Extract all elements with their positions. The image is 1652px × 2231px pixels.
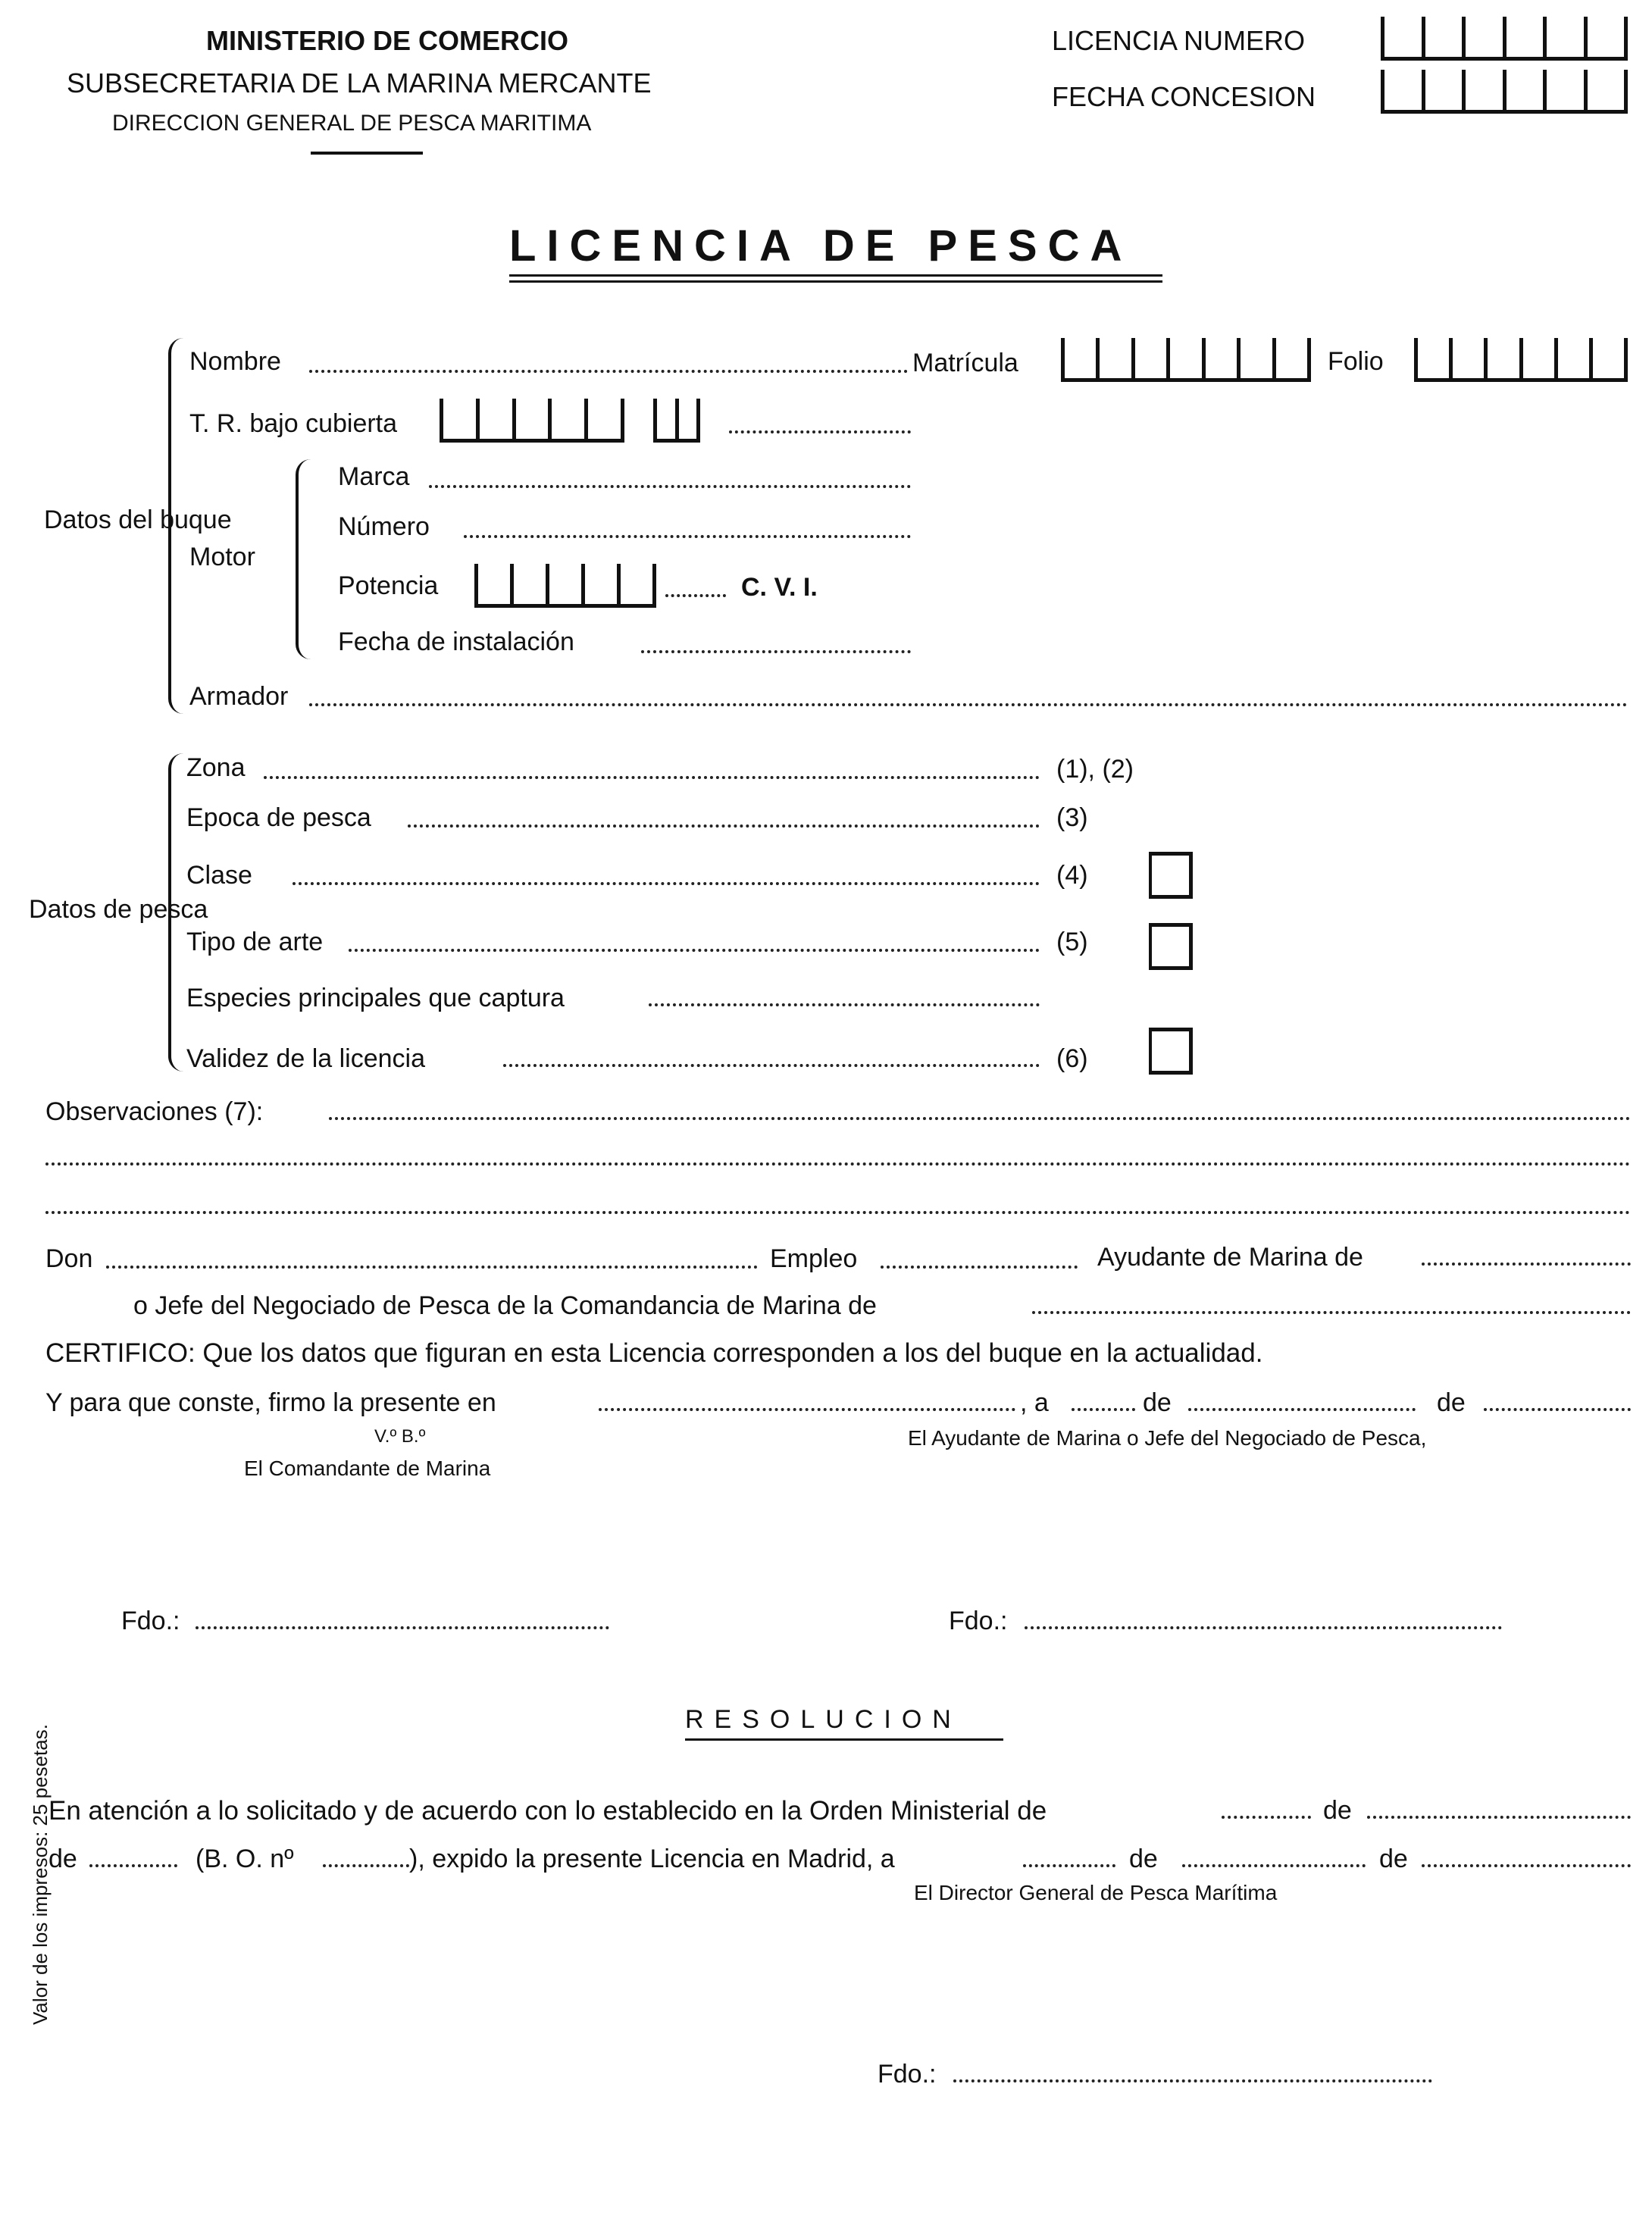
power-label: Potencia — [338, 571, 439, 600]
season-ref: (3) — [1056, 803, 1088, 832]
gear-field[interactable] — [349, 949, 1040, 952]
don-field[interactable] — [106, 1266, 758, 1269]
install-date-label: Fecha de instalación — [338, 627, 574, 656]
sign-month-field[interactable] — [1188, 1408, 1416, 1411]
resolution-line1-de: de — [1323, 1796, 1352, 1825]
fdo-director-label: Fdo.: — [878, 2060, 937, 2089]
order-day-field[interactable] — [1222, 1816, 1311, 1819]
fdo-right-field[interactable] — [1025, 1626, 1502, 1629]
resolution-line2-de2: de — [1129, 1845, 1158, 1873]
issue-month-field[interactable] — [1182, 1864, 1366, 1867]
power-field[interactable] — [665, 594, 726, 597]
sign-year-field[interactable] — [1484, 1408, 1631, 1411]
sign-de-1: de — [1143, 1388, 1172, 1417]
observations-line-3[interactable] — [45, 1211, 1631, 1214]
chief-field[interactable] — [1032, 1311, 1631, 1314]
order-year-field[interactable] — [89, 1864, 177, 1867]
grant-date-boxes[interactable] — [1381, 70, 1628, 114]
commander-label: El Comandante de Marina — [244, 1457, 491, 1480]
bo-number-field[interactable] — [323, 1864, 409, 1867]
power-unit: C. V. I. — [741, 573, 818, 602]
job-field[interactable] — [881, 1266, 1078, 1269]
sign-in-field[interactable] — [599, 1408, 1015, 1411]
gear-checkbox[interactable] — [1149, 923, 1193, 970]
install-date-field[interactable] — [641, 650, 911, 653]
season-label: Epoca de pesca — [186, 803, 371, 832]
resolution-line2-de3: de — [1379, 1845, 1408, 1873]
gear-label: Tipo de arte — [186, 928, 324, 956]
brand-field[interactable] — [429, 485, 911, 488]
bo-label: (B. O. nº — [196, 1845, 294, 1873]
fdo-left-label: Fdo.: — [121, 1607, 180, 1635]
tonnage-label: T. R. bajo cubierta — [189, 409, 398, 438]
sign-comma-a: , a — [1020, 1388, 1049, 1417]
resolution-underline — [685, 1738, 1003, 1741]
validity-field[interactable] — [503, 1064, 1040, 1067]
job-label: Empleo — [770, 1244, 858, 1273]
owner-label: Armador — [189, 682, 289, 711]
species-field[interactable] — [649, 1003, 1040, 1006]
brand-label: Marca — [338, 462, 410, 491]
tonnage-decimal-box[interactable] — [653, 399, 700, 443]
side-note: Valor de los impresos: 25 pesetas. — [29, 1724, 52, 2025]
folio-label: Folio — [1328, 347, 1384, 376]
resolution-line2-mid: ), expido la presente Licencia en Madrid, a — [409, 1845, 895, 1873]
validity-ref: (6) — [1056, 1044, 1088, 1073]
header-rule — [311, 152, 423, 155]
certify-text: CERTIFICO: Que los datos que figuran en esta Licencia corresponden a los del buque en la actualidad. — [45, 1338, 1263, 1368]
director-label: El Director General de Pesca Marítima — [914, 1881, 1278, 1904]
zone-field[interactable] — [264, 776, 1040, 779]
resolution-line1: En atención a lo solicitado y de acuerdo con lo establecido en la Orden Ministerial de — [48, 1796, 1047, 1826]
chief-line: o Jefe del Negociado de Pesca de la Comandancia de Marina de — [133, 1291, 877, 1320]
validity-checkbox[interactable] — [1149, 1028, 1193, 1075]
validity-label: Validez de la licencia — [186, 1044, 425, 1073]
species-label: Especies principales que captura — [186, 984, 565, 1012]
license-number-label: LICENCIA NUMERO — [1052, 25, 1306, 56]
title-underline-1 — [509, 274, 1162, 277]
observations-label: Observaciones (7): — [45, 1097, 264, 1126]
class-field[interactable] — [293, 882, 1040, 885]
motor-brace — [296, 459, 311, 659]
tonnage-boxes[interactable] — [440, 399, 624, 443]
gear-ref: (5) — [1056, 928, 1088, 956]
vessel-name-label: Nombre — [189, 347, 281, 376]
issue-year-field[interactable] — [1422, 1864, 1631, 1867]
owner-field[interactable] — [309, 703, 1628, 706]
registration-label: Matrícula — [912, 349, 1018, 377]
class-checkbox[interactable] — [1149, 852, 1193, 899]
assistant-field[interactable] — [1422, 1263, 1631, 1266]
vessel-name-field[interactable] — [309, 370, 908, 373]
observations-line-1[interactable] — [329, 1117, 1631, 1120]
page-title: LICENCIA DE PESCA — [509, 221, 1133, 271]
assistant-sign-label: El Ayudante de Marina o Jefe del Negociado de Pesca, — [908, 1426, 1427, 1450]
vessel-group-label: Datos del buque — [44, 505, 232, 534]
zone-label: Zona — [186, 753, 246, 782]
fdo-right-label: Fdo.: — [949, 1607, 1008, 1635]
sign-in-label: Y para que conste, firmo la presente en — [45, 1388, 496, 1417]
class-label: Clase — [186, 861, 252, 890]
zone-ref: (1), (2) — [1056, 755, 1134, 784]
sign-de-2: de — [1437, 1388, 1466, 1417]
fishing-group-label: Datos de pesca — [29, 895, 208, 924]
resolution-title: RESOLUCION — [685, 1705, 962, 1734]
vobo-label: V.º B.º — [374, 1426, 426, 1447]
observations-line-2[interactable] — [45, 1162, 1631, 1166]
assistant-label: Ayudante de Marina de — [1097, 1243, 1363, 1272]
title-underline-2 — [509, 280, 1162, 283]
motor-label: Motor — [189, 543, 255, 571]
grant-date-label: FECHA CONCESION — [1052, 81, 1316, 112]
registration-boxes[interactable] — [1061, 338, 1311, 382]
engine-number-field[interactable] — [464, 535, 911, 538]
license-number-boxes[interactable] — [1381, 17, 1628, 61]
fdo-left-field[interactable] — [196, 1626, 609, 1629]
issue-day-field[interactable] — [1023, 1864, 1115, 1867]
fdo-director-field[interactable] — [953, 2079, 1432, 2082]
engine-number-label: Número — [338, 512, 430, 541]
sign-day-field[interactable] — [1072, 1408, 1135, 1411]
don-label: Don — [45, 1244, 93, 1273]
ministry-name: MINISTERIO DE COMERCIO — [206, 25, 569, 56]
tonnage-field[interactable] — [729, 430, 911, 433]
resolution-line2-de: de — [48, 1845, 77, 1873]
folio-boxes[interactable] — [1414, 338, 1628, 382]
direction-name: DIRECCION GENERAL DE PESCA MARITIMA — [112, 111, 592, 136]
order-month-field[interactable] — [1367, 1816, 1631, 1819]
power-boxes[interactable] — [474, 564, 656, 608]
class-ref: (4) — [1056, 861, 1088, 890]
subsecretary-name: SUBSECRETARIA DE LA MARINA MERCANTE — [67, 67, 652, 99]
season-field[interactable] — [408, 824, 1040, 828]
